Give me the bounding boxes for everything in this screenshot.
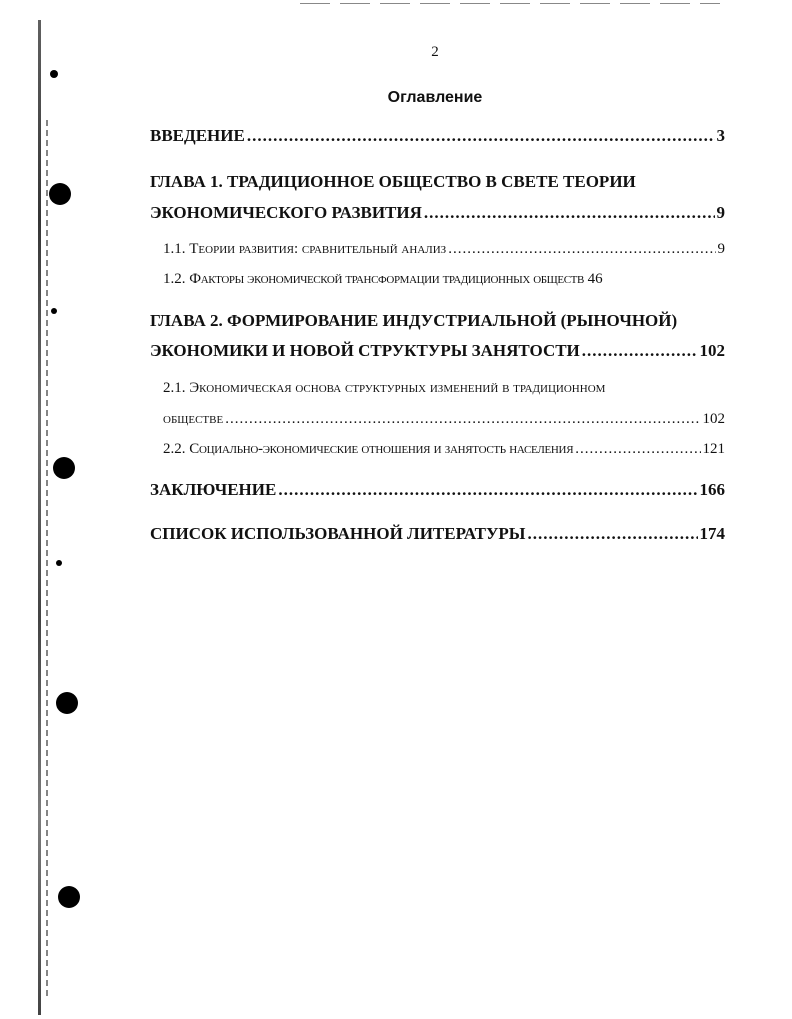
toc-entry-label: обществе — [163, 411, 224, 427]
toc-entry-page: 9 — [717, 241, 725, 257]
toc-entry-chapter1[interactable] — [150, 203, 725, 223]
toc-chapter2-title-line1[interactable]: ГЛАВА 2. ФОРМИРОВАНИЕ ИНДУСТРИАЛЬНОЙ (РЫНОЧНОЙ) — [150, 311, 678, 330]
dot-leader — [528, 524, 698, 544]
scan-speck — [50, 70, 58, 78]
toc-entry-references[interactable] — [150, 524, 725, 544]
toc-section-number: 1.2. — [163, 271, 186, 287]
toc-entry-section-1-2[interactable] — [163, 271, 725, 288]
page-number: 2 — [431, 44, 439, 60]
toc-entry-page: 166 — [699, 480, 725, 499]
dot-leader — [225, 411, 700, 428]
toc-entry-page: 102 — [702, 411, 725, 427]
punch-hole-4 — [58, 886, 80, 908]
toc-entry-label: Экономическая основа структурных изменений в традиционном — [189, 380, 606, 396]
toc-entry-label: Факторы экономической трансформации традиционных обществ — [189, 271, 584, 287]
toc-entry-label: ЭКОНОМИЧЕСКОГО РАЗВИТИЯ — [150, 203, 422, 222]
toc-entry-intro[interactable] — [150, 126, 725, 146]
dot-leader — [582, 341, 698, 361]
punch-hole-3 — [56, 692, 78, 714]
toc-entry-label: СПИСОК ИСПОЛЬЗОВАННОЙ ЛИТЕРАТУРЫ — [150, 524, 526, 543]
toc-entry-page: 174 — [699, 524, 725, 543]
toc-heading: Оглавление — [387, 89, 483, 106]
toc-entry-label: Теории развития: сравнительный анализ — [189, 241, 447, 257]
toc-entry-label: Социально-экономические отношения и занятость населения — [189, 441, 574, 457]
toc-entry-conclusion[interactable] — [150, 480, 725, 500]
dot-leader — [424, 203, 715, 223]
toc-entry-page: 46 — [587, 271, 603, 287]
dot-leader — [247, 126, 715, 146]
toc-section-number: 1.1. — [163, 241, 186, 257]
dot-leader — [575, 441, 700, 458]
toc-entry-section-2-1[interactable] — [163, 411, 725, 428]
scan-top-edge — [300, 3, 720, 4]
toc-chapter1-title-line1[interactable]: ГЛАВА 1. ТРАДИЦИОННОЕ ОБЩЕСТВО В СВЕТЕ ТЕОРИИ — [150, 172, 636, 191]
toc-section-number: 2.2. — [163, 441, 186, 457]
toc-entry-chapter2[interactable] — [150, 341, 725, 361]
toc-section-number: 2.1. — [163, 380, 186, 396]
scan-speck — [56, 560, 62, 566]
toc-section-2-1-line1[interactable] — [163, 380, 605, 397]
toc-entry-label: ВВЕДЕНИЕ — [150, 126, 245, 145]
toc-entry-label: ЗАКЛЮЧЕНИЕ — [150, 480, 277, 499]
toc-entry-label: ЭКОНОМИКИ И НОВОЙ СТРУКТУРЫ ЗАНЯТОСТИ — [150, 341, 580, 360]
toc-entry-section-1-1[interactable] — [163, 241, 725, 258]
dot-leader — [448, 241, 715, 258]
dot-leader — [278, 480, 697, 500]
punch-hole-2 — [53, 457, 75, 479]
toc-entry-page: 102 — [699, 341, 725, 360]
scan-left-edge — [38, 20, 41, 1015]
toc-entry-page: 3 — [716, 126, 725, 145]
scan-left-shadow — [46, 120, 48, 1000]
scan-speck — [51, 308, 57, 314]
toc-entry-page: 121 — [702, 441, 725, 457]
punch-hole-1 — [49, 183, 71, 205]
toc-entry-section-2-2[interactable] — [163, 441, 725, 458]
toc-entry-page: 9 — [716, 203, 725, 222]
